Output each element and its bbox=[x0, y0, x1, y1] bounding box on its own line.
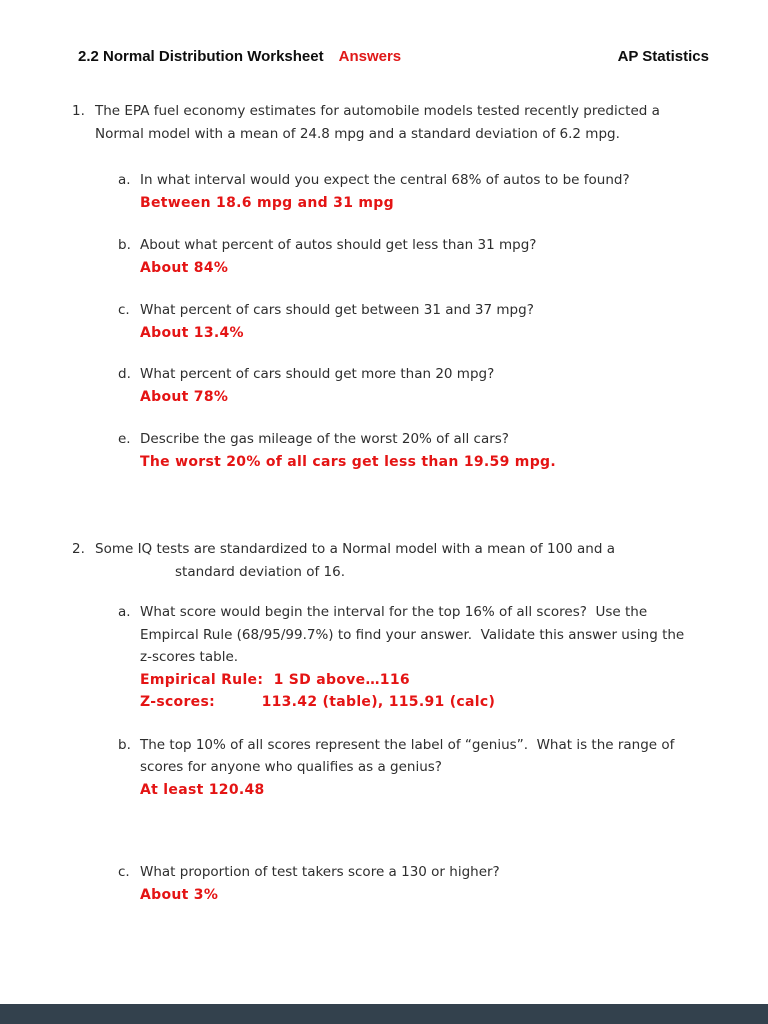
part-body bbox=[140, 601, 768, 714]
part-letter: d. bbox=[118, 366, 131, 382]
course-label: AP Statistics bbox=[617, 48, 709, 65]
question-1-part-c bbox=[118, 299, 768, 344]
part-question-line: Empircal Rule (68/95/99.7%) to find your answer. Validate this answer using the bbox=[140, 626, 685, 643]
answer-line: About 78% bbox=[140, 388, 229, 405]
part-question-line: scores for anyone who qualifies as a genius? bbox=[140, 759, 442, 775]
worksheet-title: 2.2 Normal Distribution Worksheet bbox=[78, 48, 324, 65]
part-letter: c. bbox=[118, 302, 130, 318]
question-2-number: 2. bbox=[72, 541, 85, 557]
answer-line: About 84% bbox=[140, 259, 229, 276]
part-question-line: What percent of cars should get between 31 and 37 mpg? bbox=[140, 302, 534, 318]
part-question-line: What proportion of test takers score a 130 or higher? bbox=[140, 864, 500, 880]
part-body bbox=[140, 734, 768, 802]
part-body bbox=[140, 169, 768, 214]
answer-line: About 3% bbox=[140, 886, 219, 903]
part-body bbox=[140, 299, 768, 344]
answer-line: The worst 20% of all cars get less than 19.59 mpg. bbox=[140, 453, 556, 470]
worksheet-content bbox=[0, 100, 768, 906]
part-question-line: In what interval would you expect the central 68% of autos to be found? bbox=[140, 172, 630, 188]
part-body bbox=[140, 363, 768, 408]
question-1-part-b bbox=[118, 234, 768, 279]
part-letter: a. bbox=[118, 604, 131, 620]
question-1-line: The EPA fuel economy estimates for automobile models tested recently predicted a bbox=[95, 103, 660, 119]
viewer-footer-bar bbox=[0, 1004, 768, 1024]
part-question-line: Describe the gas mileage of the worst 20% of all cars? bbox=[140, 431, 509, 447]
question-2 bbox=[72, 538, 768, 583]
question-2-text bbox=[95, 538, 768, 583]
question-1-line: Normal model with a mean of 24.8 mpg and a standard deviation of 6.2 mpg. bbox=[95, 125, 620, 142]
question-1 bbox=[72, 100, 768, 145]
question-1-part-a bbox=[118, 169, 768, 214]
part-body bbox=[140, 861, 768, 906]
question-2-part-c bbox=[118, 861, 768, 906]
answer-line: At least 120.48 bbox=[140, 781, 265, 798]
page-header bbox=[78, 48, 709, 66]
answers-label: Answers bbox=[338, 48, 402, 65]
part-body bbox=[140, 234, 768, 279]
question-2-part-b bbox=[118, 734, 768, 802]
question-1-part-d bbox=[118, 363, 768, 408]
question-2-line: Some IQ tests are standardized to a Normal model with a mean of 100 and a bbox=[95, 541, 616, 557]
answer-line: Empirical Rule: 1 SD above…116 bbox=[140, 671, 410, 688]
part-question-line: What score would begin the interval for the top 16% of all scores? Use the bbox=[140, 604, 648, 620]
part-question-line: About what percent of autos should get less than 31 mpg? bbox=[140, 237, 537, 253]
part-letter: e. bbox=[118, 431, 131, 447]
part-question-line: What percent of cars should get more than 20 mpg? bbox=[140, 366, 495, 382]
answer-line: About 13.4% bbox=[140, 324, 244, 341]
part-letter: c. bbox=[118, 864, 130, 880]
question-1-text bbox=[95, 100, 768, 145]
part-question-line: The top 10% of all scores represent the label of “genius”. What is the range of bbox=[140, 736, 675, 753]
question-2-line: standard deviation of 16. bbox=[175, 563, 345, 580]
part-letter: b. bbox=[118, 736, 131, 753]
part-letter: a. bbox=[118, 172, 131, 188]
part-body bbox=[140, 428, 768, 473]
answer-line: Z-scores: 113.42 (table), 115.91 (calc) bbox=[140, 694, 496, 710]
part-letter: b. bbox=[118, 237, 131, 253]
part-question-line: z-scores table. bbox=[140, 649, 239, 665]
question-1-number: 1. bbox=[72, 103, 85, 119]
question-2-part-a bbox=[118, 601, 768, 714]
answer-line: Between 18.6 mpg and 31 mpg bbox=[140, 194, 394, 211]
header-title-group bbox=[78, 48, 401, 66]
question-1-part-e bbox=[118, 428, 768, 473]
